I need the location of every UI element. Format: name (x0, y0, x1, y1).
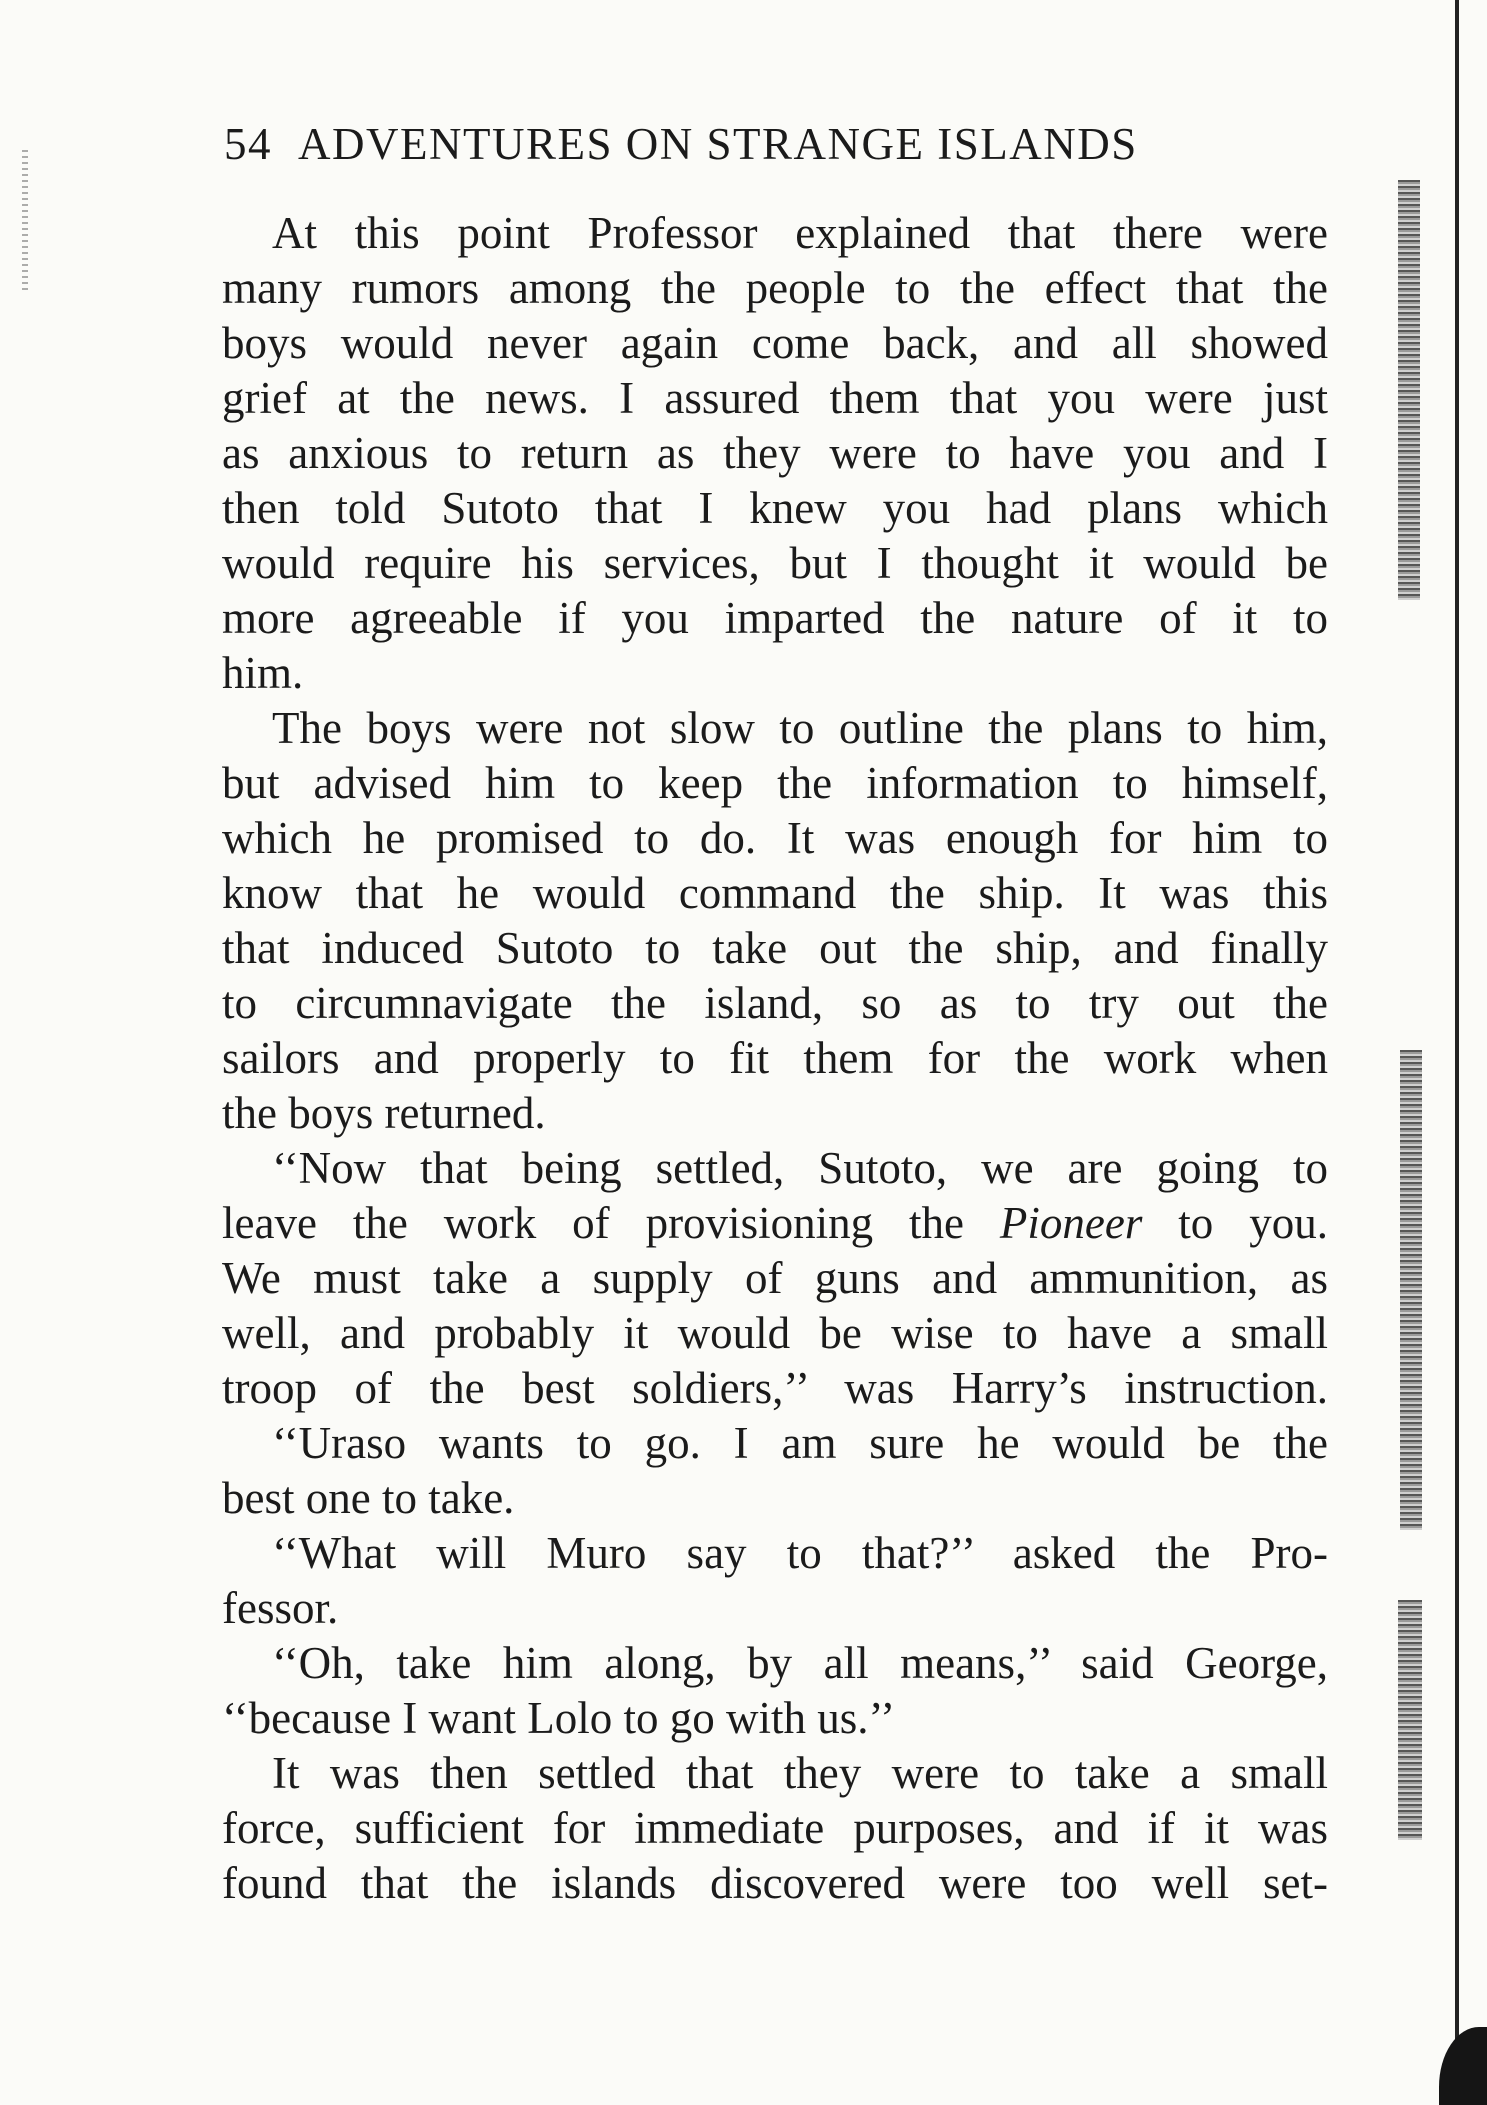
text-line: ‘‘What will Muro say to that?’’ asked the Pro- (272, 1528, 1328, 1578)
text-line: We must take a supply of guns and ammunition, as (222, 1253, 1328, 1303)
ship-name: Pioneer (999, 1198, 1143, 1248)
text-line: as anxious to return as they were to have you and I (222, 428, 1328, 478)
text-line: to circumnavigate the island, so as to try out the (222, 978, 1328, 1028)
text-line: ‘‘Now that being settled, Sutoto, we are going to (272, 1143, 1328, 1193)
text-line: ‘‘Oh, take him along, by all means,’’ said George, (272, 1638, 1328, 1688)
text-line: The boys were not slow to outline the plans to him, (272, 703, 1328, 753)
text-line: the boys returned. (222, 1088, 546, 1138)
body-text (222, 206, 1328, 1911)
scan-border-line (1455, 0, 1459, 2105)
scan-corner-blot (1439, 2027, 1487, 2105)
text-line: boys would never again come back, and all showed (222, 318, 1328, 368)
running-header (224, 118, 1324, 170)
scan-smudge (1398, 1600, 1422, 1840)
text-line: ‘‘Uraso wants to go. I am sure he would be the (272, 1418, 1328, 1468)
text-line: know that he would command the ship. It was this (222, 868, 1328, 918)
text-line: found that the islands discovered were too well set- (222, 1858, 1328, 1908)
text-line: At this point Professor explained that there were (272, 208, 1328, 258)
text-line-with-ship-name (222, 1196, 1328, 1251)
text-line: troop of the best soldiers,’’ was Harry’s instruction. (222, 1363, 1328, 1413)
text-line: sailors and properly to fit them for the work when (222, 1033, 1328, 1083)
text-line: It was then settled that they were to take a small (272, 1748, 1328, 1798)
text-line: which he promised to do. It was enough for him to (222, 813, 1328, 863)
text-line: ‘‘because I want Lolo to go with us.’’ (222, 1693, 896, 1743)
text-line: but advised him to keep the information to himself, (222, 758, 1328, 808)
text-line: leave the work of provisioning the Pioneer to you. (222, 1198, 1328, 1248)
running-head-title: ADVENTURES ON STRANGE ISLANDS (298, 119, 1138, 169)
text-line: would require his services, but I thought it would be (222, 538, 1328, 588)
text-line: that induced Sutoto to take out the ship, and finally (222, 923, 1328, 973)
text-line: him. (222, 648, 304, 698)
scan-smudge (1400, 1050, 1422, 1530)
text-line: fessor. (222, 1583, 339, 1633)
text-line: grief at the news. I assured them that you were just (222, 373, 1328, 423)
text-line: well, and probably it would be wise to have a small (222, 1308, 1328, 1358)
text-line: many rumors among the people to the effect that the (222, 263, 1328, 313)
text-line: then told Sutoto that I knew you had plans which (222, 483, 1328, 533)
page-number: 54 (224, 119, 272, 169)
scan-edge-left (22, 150, 28, 290)
text-line: best one to take. (222, 1473, 515, 1523)
scan-edge-right (1449, 0, 1487, 2105)
text-line: more agreeable if you imparted the nature of it to (222, 593, 1328, 643)
scan-smudge (1398, 180, 1420, 600)
text-line: force, sufficient for immediate purposes, and if it was (222, 1803, 1328, 1853)
